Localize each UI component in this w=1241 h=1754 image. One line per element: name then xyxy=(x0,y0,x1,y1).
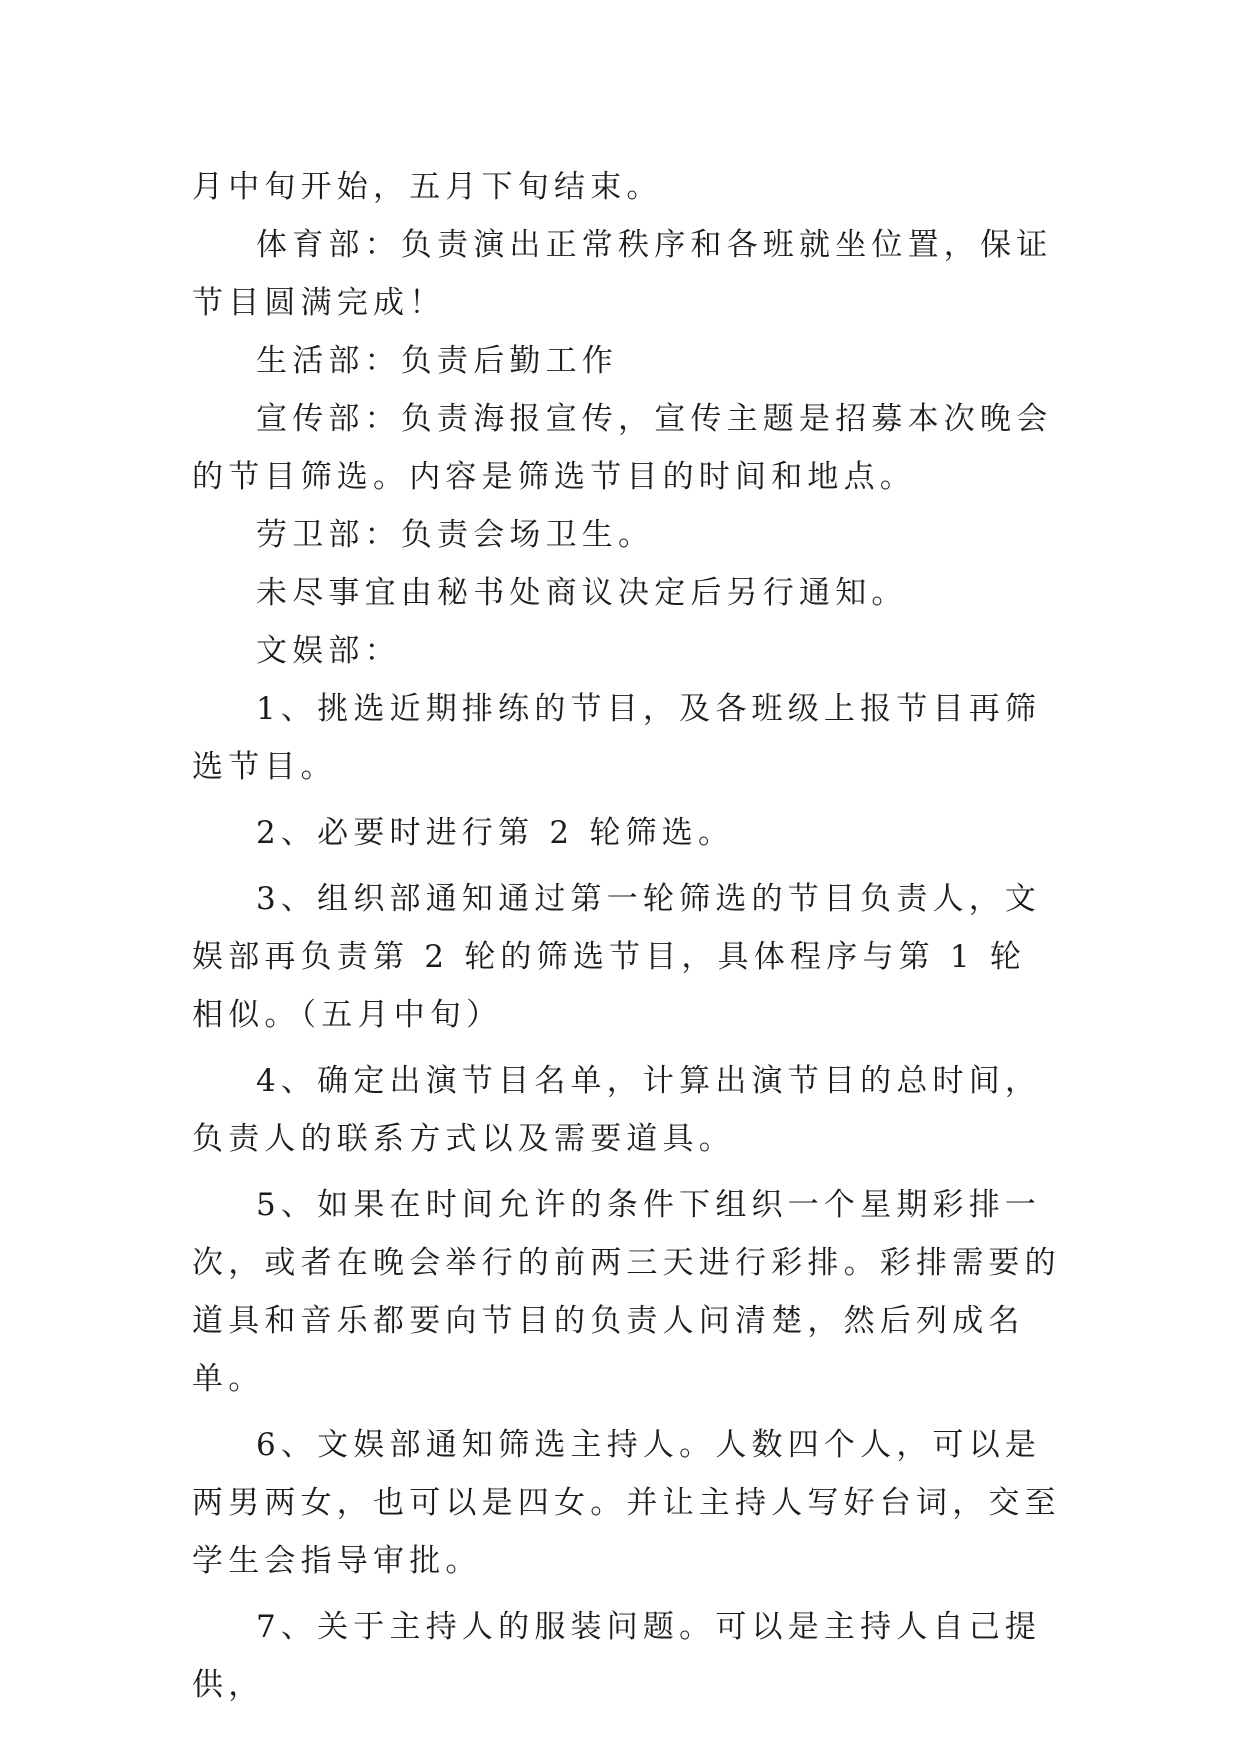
paragraph-continuation: 月中旬开始，五月下旬结束。 xyxy=(192,169,663,205)
document-body xyxy=(192,158,1062,1714)
paragraph-labor-dept: 劳卫部：负责会场卫生。 xyxy=(256,517,655,553)
list-item-4: 4、确定出演节目名单，计算出演节目的总时间，负责人的联系方式以及需要道具。 xyxy=(192,1063,1042,1157)
paragraph-publicity-dept: 宣传部：负责海报宣传，宣传主题是招募本次晚会的节目筛选。内容是筛选节目的时间和地点。 xyxy=(192,401,1053,495)
paragraph-secretariat-note: 未尽事宜由秘书处商议决定后另行通知。 xyxy=(256,575,908,611)
paragraph-life-dept: 生活部：负责后勤工作 xyxy=(256,343,618,379)
list-item-5: 5、如果在时间允许的条件下组织一个星期彩排一次，或者在晚会举行的前两三天进行彩排。彩排需要的道具和音乐都要向节目的负责人问清楚，然后列成名单。 xyxy=(192,1187,1061,1397)
list-item-7: 7、关于主持人的服装问题。可以是主持人自己提供， xyxy=(192,1609,1042,1703)
list-item-6: 6、文娱部通知筛选主持人。人数四个人，可以是两男两女，也可以是四女。并让主持人写好台词，交至学生会指导审批。 xyxy=(192,1427,1061,1579)
paragraph-sports-dept: 体育部：负责演出正常秩序和各班就坐位置，保证节目圆满完成！ xyxy=(192,227,1053,321)
list-item-1: 1、挑选近期排练的节目，及各班级上报节目再筛选节目。 xyxy=(192,691,1042,785)
list-item-2: 2、必要时进行第 2 轮筛选。 xyxy=(256,815,735,851)
list-item-3: 3、组织部通知通过第一轮筛选的节目负责人，文娱部再负责第 2 轮的筛选节目，具体程序与第 1 轮相似。（五月中旬） xyxy=(192,881,1042,1033)
paragraph-entertainment-dept: 文娱部： xyxy=(256,633,401,669)
